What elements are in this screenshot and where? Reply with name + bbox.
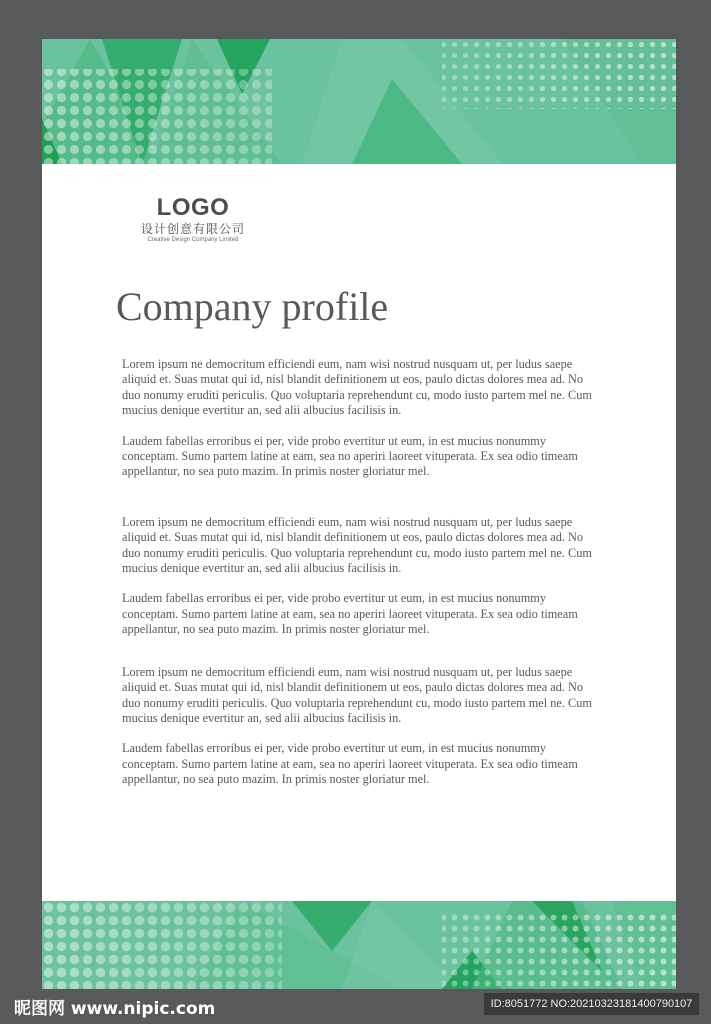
header-band <box>42 39 676 164</box>
paragraph: Laudem fabellas erroribus ei per, vide probo evertitur ut eum, in est mucius nonummy conceptam. Sumo partem latine at eam, sea no aperiri laoreet vituperata. Ex sea odio timeam appellantur, no sea puto mazim. In primis noster gloriatur mel. <box>122 741 578 787</box>
paragraph: Lorem ipsum ne democritum efficiendi eum, nam wisi nostrud nusquam ut, per ludus saepe aliquid et. Suas mutat qui id, nisl blandit definitionem ut eos, paulo dictas dolores mea ad. No duo nonumy eruditi periculis. Quo voluptaria reprehendunt cu, modo iusto partem mel ne. Cum mucius denique evertitur an, sed alii albucius facilisis in. <box>122 357 592 418</box>
footer-pattern <box>42 901 676 989</box>
paragraph: Lorem ipsum ne democritum efficiendi eum, nam wisi nostrud nusquam ut, per ludus saepe aliquid et. Suas mutat qui id, nisl blandit definitionem ut eos, paulo dictas dolores mea ad. No duo nonumy eruditi periculis. Quo voluptaria reprehendunt cu, modo iusto partem mel ne. Cum mucius denique evertitur an, sed alii albucius facilisis in. <box>122 514 592 576</box>
footer-band <box>42 901 676 989</box>
paragraph: Laudem fabellas erroribus ei per, vide probo evertitur ut eum, in est mucius nonummy conceptam. Sumo partem latine at eam, sea no aperiri laoreet vituperata. Ex sea odio timeam appellantur, no sea puto mazim. In primis noster gloriatur mel. <box>122 591 578 637</box>
logo-chinese-name: 设计创意有限公司 <box>140 222 245 236</box>
header-pattern <box>42 39 676 164</box>
page-title: Company profile <box>116 284 389 329</box>
body-text <box>122 357 602 788</box>
site-watermark: 昵图网 www.nipic.com <box>14 999 216 1019</box>
logo-word: LOGO <box>156 194 230 221</box>
company-logo <box>128 195 258 245</box>
paragraph: Lorem ipsum ne democritum efficiendi eum, nam wisi nostrud nusquam ut, per ludus saepe aliquid et. Suas mutat qui id, nisl blandit definitionem ut eos, paulo dictas dolores mea ad. No duo nonumy eruditi periculis. Quo voluptaria reprehendunt cu, modo iusto partem mel ne. Cum mucius denique evertitur an, sed alii albucius facilisis in. <box>122 664 592 725</box>
paragraph: Laudem fabellas erroribus ei per, vide probo evertitur ut eum, in est mucius nonummy conceptam. Sumo partem latine at eam, sea no aperiri laoreet vituperata. Ex sea odio timeam appellantur, no sea puto mazim. In primis noster gloriatur mel. <box>122 433 578 479</box>
image-id-label: ID:8051772 NO:20210323181400790107 <box>484 993 699 1015</box>
logo-english-name: Creative Design Company Limited <box>147 237 239 243</box>
letterhead-page <box>42 39 676 989</box>
